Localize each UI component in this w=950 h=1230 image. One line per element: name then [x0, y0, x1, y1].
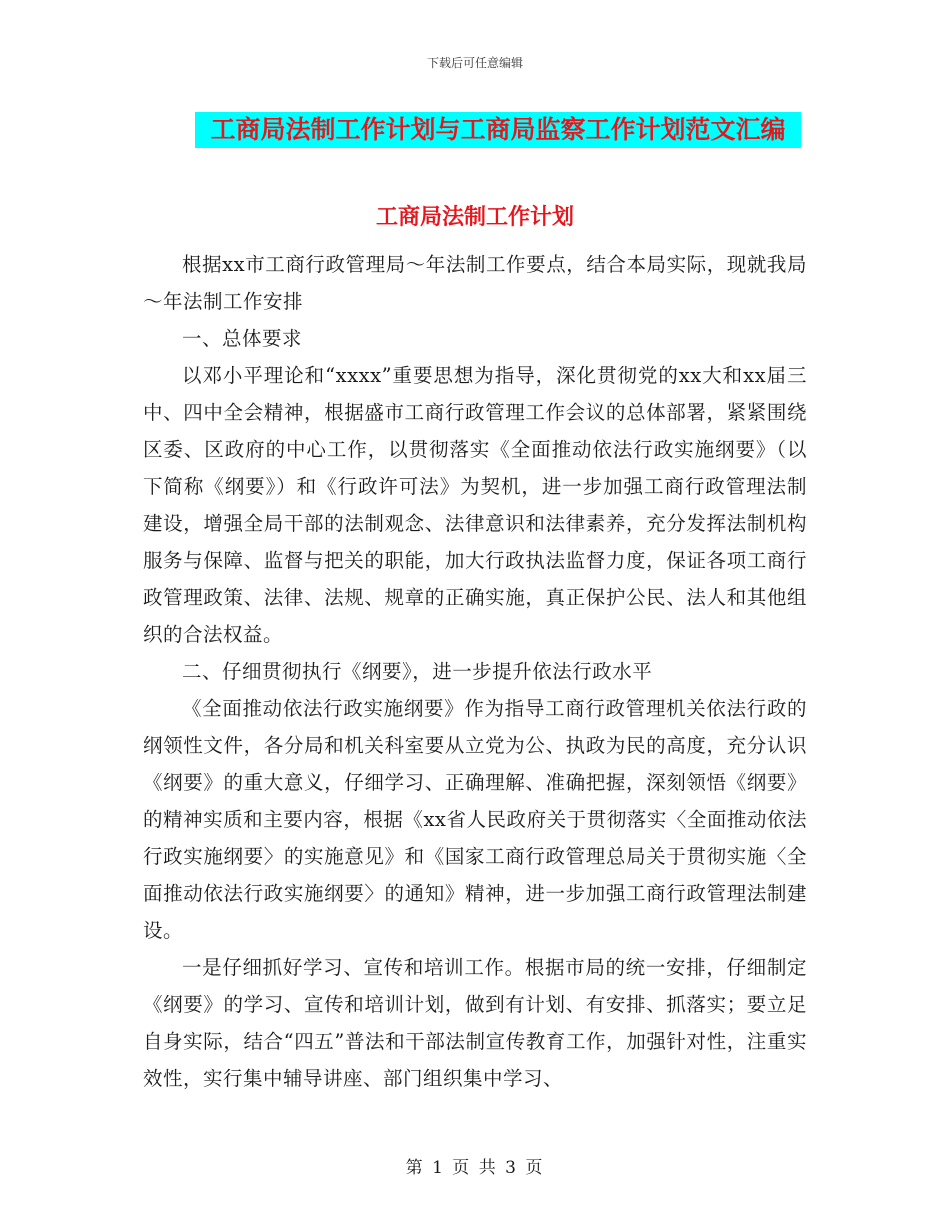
paragraph-guiding-ideology: 以邓小平理论和“xxxx”重要思想为指导，深化贯彻党的xx大和xx届三中、四中全会精神，根据盛市工商行政管理工作会议的总体部署，紧紧围绕区委、区政府的中心工作，以贯彻落实《全面推动依法行政实施纲要》（以下简称《纲要》）和《行政许可法》为契机，进一步加强工商行政管理法制建设，增强全局干部的法制观念、法律意识和法律素养，充分发挥法制机构服务与保障、监督与把关的职能，加大行政执法监督力度，保证各项工商行政管理政策、法律、法规、规章的正确实施，真正保护公民、法人和其他组织的合法权益。 — [143, 364, 807, 646]
heading-general-requirements: 一、总体要求 — [182, 327, 303, 350]
document-title-highlight — [195, 112, 801, 148]
paragraph-study-training: 一是仔细抓好学习、宣传和培训工作。根据市局的统一安排，仔细制定《纲要》的学习、宣传和培训计划，做到有计划、有安排、抓落实；要立足自身实际，结合“四五”普法和干部法制宣传教育工作，加强针对性，注重实效性，实行集中辅导讲座、部门组织集中学习、 — [143, 956, 807, 1090]
page-header-note: 下载后可任意编辑 — [426, 56, 523, 70]
paragraph-outline-significance: 《全面推动依法行政实施纲要》作为指导工商行政管理机关依法行政的纲领性文件，各分局和机关科室要从立党为公、执政为民的高度，充分认识《纲要》的重大意义，仔细学习、正确理解、准确把握，深刻领悟《纲要》的精神实质和主要内容，根据《xx省人民政府关于贯彻落实〈全面推动依法行政实施纲要〉的实施意见》和《国家工商行政管理总局关于贯彻实施〈全面推动依法行政实施纲要〉的通知》精神，进一步加强工商行政管理法制建设。 — [143, 697, 807, 942]
document-title: 工商局法制工作计划与工商局监察工作计划范文汇编 — [210, 115, 786, 144]
paragraph-intro: 根据xx市工商行政管理局～年法制工作要点，结合本局实际，现就我局～年法制工作安排 — [143, 253, 807, 313]
heading-implement-outline: 二、仔细贯彻执行《纲要》，进一步提升依法行政水平 — [182, 660, 653, 683]
page-number: 第 1 页 共 3 页 — [405, 1158, 545, 1178]
document-body — [143, 246, 807, 1097]
section-title: 工商局法制工作计划 — [375, 205, 574, 230]
